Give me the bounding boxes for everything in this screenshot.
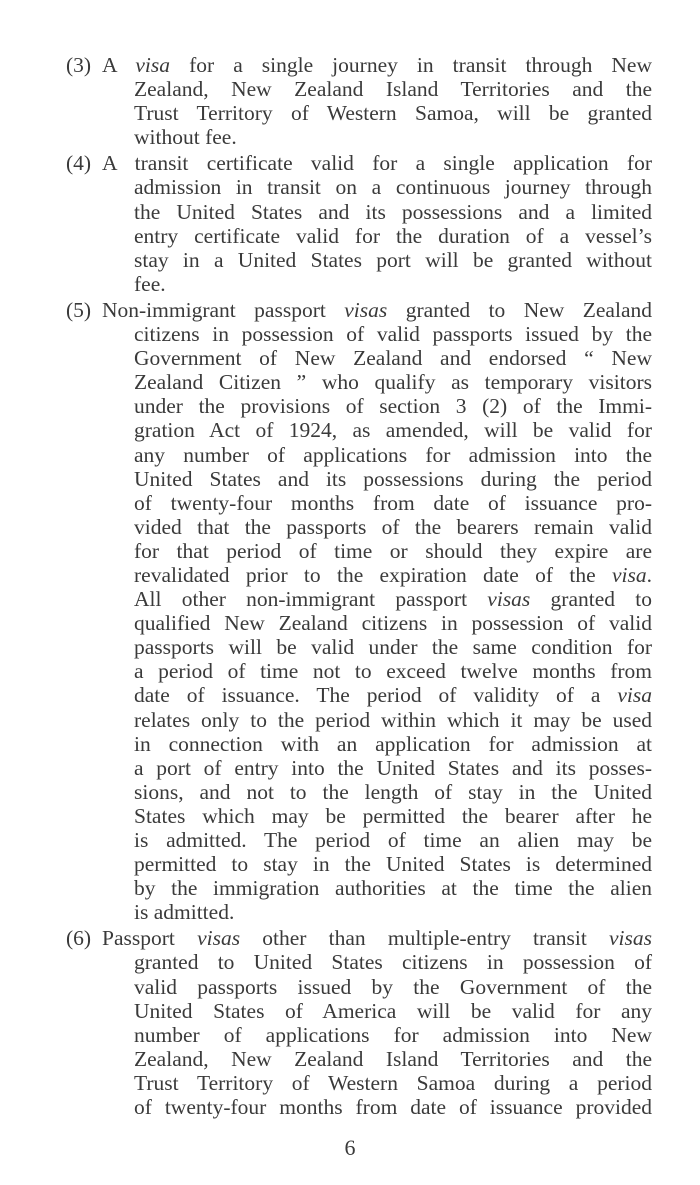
document-page (66, 53, 652, 1121)
text-run: All other non-immigrant passport (134, 587, 488, 612)
clause-line (66, 443, 652, 467)
italic-term: visas (609, 926, 652, 951)
clause-line (66, 708, 652, 732)
clause-line (66, 1095, 652, 1119)
clause-line (66, 999, 652, 1023)
text-run: in connection with an application for admission at (134, 731, 652, 756)
text-run: . (646, 562, 652, 587)
text-run: Non-immigrant passport (102, 297, 345, 322)
clause-line (66, 804, 652, 828)
text-run: valid passports issued by the Government of the (134, 974, 652, 999)
clause-line (66, 975, 652, 999)
clause-number: (4) (66, 151, 92, 176)
text-run: Trust Territory of Western Samoa, will be granted (134, 101, 652, 126)
clause-list (66, 53, 652, 1119)
text-run: a port of entry into the United States and its posses- (134, 755, 652, 780)
text-run: sions, and not to the length of stay in the United (134, 779, 652, 804)
text-run: States which may be permitted the bearer after he (134, 803, 652, 828)
text-run: Trust Territory of Western Samoa during a period (134, 1070, 652, 1095)
text-run: admission in transit on a continuous journey through (134, 175, 652, 200)
clause-line (66, 756, 652, 780)
text-run: granted to (530, 587, 652, 612)
text-run: is admitted. The period of time an alien may be (134, 828, 652, 852)
clause-line (66, 539, 652, 563)
text-run: vided that the passports of the bearers remain valid (134, 514, 652, 539)
text-run: United States and its possessions during the period (134, 466, 652, 491)
text-run: for a single journey in transit through New (170, 53, 652, 77)
text-run: A transit certificate valid for a single application for (102, 151, 652, 176)
text-run: entry certificate valid for the duration of a vessel’s (134, 223, 652, 248)
text-run: revalidated prior to the expiration date of the (134, 562, 612, 587)
clause-line (66, 322, 652, 346)
clause-line (66, 635, 652, 659)
text-run: date of issuance. The period of validity of a (134, 683, 618, 708)
italic-term: visas (344, 297, 388, 322)
page-number: 6 (344, 1135, 356, 1160)
clause-line (66, 53, 652, 77)
clause-line (66, 77, 652, 101)
text-run: other than multiple-entry transit (240, 926, 609, 951)
italic-term: visas (197, 926, 241, 951)
clause-number: (5) (66, 297, 92, 322)
clause-line (66, 175, 652, 199)
clause-4 (66, 151, 652, 296)
clause-5 (66, 298, 652, 924)
text-run: number of applications for admission into New (134, 1022, 652, 1047)
clause-line (66, 828, 652, 852)
clause-line (66, 587, 652, 611)
text-run: stay in a United States port will be granted without (134, 247, 652, 272)
text-run: under the provisions of section 3 (2) of the Immi- (134, 394, 652, 419)
clause-line (66, 1047, 652, 1071)
text-run: Zealand, New Zealand Island Territories and the (134, 1046, 652, 1071)
text-run: Government of New Zealand and endorsed “ New (134, 346, 652, 371)
clause-line (66, 926, 652, 950)
clause-line (66, 370, 652, 394)
text-run: relates only to the period within which it may be used (134, 707, 652, 732)
clause-line (66, 1023, 652, 1047)
clause-line (66, 515, 652, 539)
clause-line (66, 200, 652, 224)
clause-line (66, 659, 652, 683)
clause-6 (66, 926, 652, 1119)
clause-line (66, 900, 652, 924)
clause-line (66, 563, 652, 587)
text-run: fee. (134, 271, 166, 296)
clause-line (66, 852, 652, 876)
clause-line (66, 1071, 652, 1095)
text-run: Zealand Citizen ” who qualify as temporary visitors (134, 370, 652, 395)
clause-line (66, 346, 652, 370)
text-run: United States of America will be valid for any (134, 998, 652, 1023)
clause-line (66, 298, 652, 322)
text-run: a period of time not to exceed twelve months from (134, 659, 652, 684)
text-run: gration Act of 1924, as amended, will be valid for (134, 418, 652, 443)
italic-term: visa (611, 562, 647, 587)
clause-line (66, 151, 652, 175)
text-run: of twenty-four months from date of issuance provided (134, 1095, 652, 1120)
clause-line (66, 491, 652, 515)
text-run: A (102, 53, 136, 77)
text-run: qualified New Zealand citizens in possession of valid (134, 611, 652, 636)
text-run: for that period of time or should they expire are (134, 538, 652, 563)
text-run: granted to United States citizens in possession of (134, 950, 652, 975)
text-run: by the immigration authorities at the time the alien (134, 876, 652, 901)
text-run: without fee. (134, 125, 237, 150)
clause-line (66, 394, 652, 418)
text-run: Zealand, New Zealand Island Territories and the (134, 77, 652, 102)
clause-line (66, 467, 652, 491)
text-run: permitted to stay in the United States is determined (134, 852, 652, 877)
text-run: granted to New Zealand (387, 297, 652, 322)
clause-3 (66, 53, 652, 149)
clause-line (66, 248, 652, 272)
clause-line (66, 611, 652, 635)
clause-line (66, 224, 652, 248)
text-run: passports will be valid under the same condition for (134, 635, 652, 660)
text-run: of twenty-four months from date of issuance pro- (134, 490, 652, 515)
clause-line (66, 101, 652, 125)
text-run: Passport (102, 926, 198, 951)
clause-number: (3) (66, 53, 92, 77)
clause-line (66, 732, 652, 756)
italic-term: visa (135, 53, 171, 77)
italic-term: visas (487, 587, 531, 612)
clause-line (66, 272, 652, 296)
text-run: any number of applications for admission into the (134, 442, 652, 467)
clause-line (66, 876, 652, 900)
italic-term: visa (617, 683, 652, 708)
text-run: citizens in possession of valid passports issued by the (134, 322, 652, 347)
clause-line (66, 418, 652, 442)
clause-line (66, 950, 652, 974)
clause-line (66, 125, 652, 149)
clause-line (66, 683, 652, 707)
clause-line (66, 780, 652, 804)
clause-number: (6) (66, 926, 92, 951)
text-run: the United States and its possessions and a limited (134, 199, 652, 224)
text-run: is admitted. (134, 900, 235, 925)
